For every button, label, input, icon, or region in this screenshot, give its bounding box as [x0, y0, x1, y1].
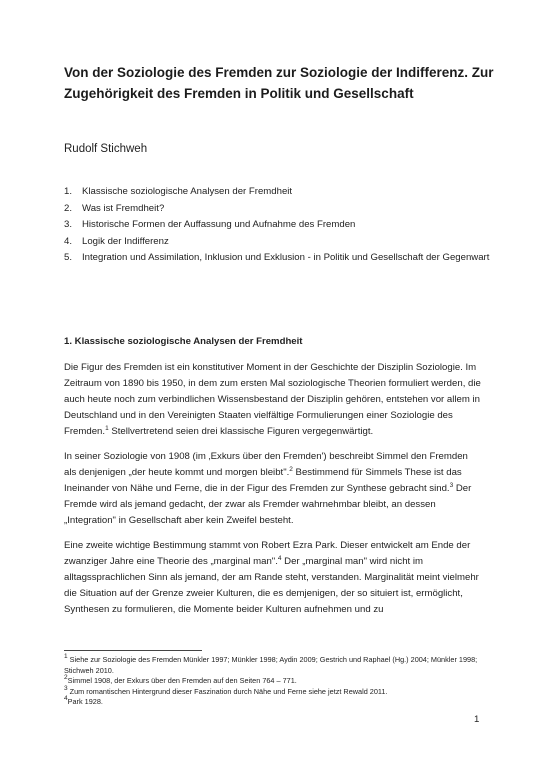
toc-item [64, 217, 494, 232]
toc-item-number: 4. [64, 235, 73, 247]
footnote-divider [64, 650, 202, 651]
toc-item-number: 5. [64, 252, 73, 263]
toc-item-text: Was ist Fremdheit? [82, 202, 165, 214]
paragraph-text: Bestimmend für Simmels These ist das Ineinander von Nähe und Ferne, die in der Figur des Fremden zur Synthese gebracht sind. [64, 467, 462, 494]
page-number: 1 [474, 714, 480, 725]
author-name: Rudolf Stichweh [64, 143, 148, 155]
toc-item-text: Integration und Assimilation, Inklusion und Exklusion - in Politik und Gesellschaft der Gegenwart [82, 252, 490, 263]
footnote-number: 3 [64, 684, 68, 692]
footnote [64, 655, 484, 676]
toc-item [64, 201, 494, 216]
toc-item-text: Logik der Indifferenz [82, 235, 169, 247]
toc-item [64, 184, 494, 199]
paragraph-text: Die Figur des Fremden ist ein konstitutiver Moment in der Geschichte der Disziplin Soziologie. Im Zeitraum von 1890 bis 1950, in dem zum ersten Mal soziologische Theorien formuliert werden, die auch heute noch zum verbindlichen Wissensbestand der Disziplin gehören, entstehen vor allem in Deutschland und in den Vereinigten Staaten vielfältige Formulierungen einer Soziologie des Fremden. [64, 362, 481, 437]
paragraph [64, 449, 482, 529]
footnote-text: Park 1928. [67, 697, 103, 706]
footnote-text: Simmel 1908, der Exkurs über den Fremden auf den Seiten 764 – 771. [67, 676, 297, 685]
footnote-number: 1 [64, 653, 68, 660]
paragraph-text: Der „marginal man" wird nicht im alltagssprachlichen Sinn als jemand, der am Rande steht, verstanden. Marginalität meint vielmehr die Situation auf der Grenze zweier Kulturen, die es demjenigen, der so situiert ist, ermöglicht, Synthesen zu formulieren, die Momente beider Kulturen aufnehmen und zu [64, 556, 479, 615]
toc-item-number: 1. [64, 186, 73, 197]
footnotes [64, 655, 484, 708]
paragraph [64, 360, 482, 440]
toc-item-number: 2. [64, 202, 73, 214]
toc-item [64, 250, 494, 265]
toc-item-text: Klassische soziologische Analysen der Fremdheit [82, 186, 293, 197]
paragraph-text: Stellvertretend seien drei klassische Figuren vergegenwärtigt. [108, 426, 374, 437]
paragraph-text: Der Fremde wird als jemand gedacht, der zwar als Fremder wahrnehmbar bleibt, an dessen „Integration" in Gesellschaft aber kein Zweifel besteht. [64, 483, 472, 526]
paragraph-text: Eine zweite wichtige Bestimmung stammt von Robert Ezra Park. Dieser entwickelt am Ende der zwanziger Jahre eine Theorie des „marginal man". [64, 540, 471, 567]
footnote-ref[interactable]: 4 [277, 555, 282, 562]
footnote-number: 4 [64, 695, 68, 702]
footnote-number: 2 [64, 674, 68, 681]
body-text [64, 360, 482, 627]
footnote-text: Siehe zur Soziologie des Fremden Münkler 1997; Münkler 1998; Aydin 2009; Gestrich und Raphael (Hg.) 2004; Münkler 1998; Stichweh 2010. [64, 655, 478, 675]
section-heading: 1. Klassische soziologische Analysen der Fremdheit [64, 336, 303, 347]
footnote [64, 676, 484, 687]
footnote-text: Zum romantischen Hintergrund dieser Faszination durch Nähe und Ferne siehe jetzt Rewald 2011. [67, 686, 388, 696]
toc-item-text: Historische Formen der Auffassung und Aufnahme des Fremden [82, 219, 356, 230]
toc-item-number: 3. [64, 219, 73, 230]
table-of-contents [64, 184, 494, 267]
footnote-ref[interactable]: 1 [105, 425, 109, 432]
paragraph-text: In seiner Soziologie von 1908 (im ‚Exkurs über den Fremden') beschreibt Simmel den Fremden als denjenigen „der heute kommt und morgen bleibt". [64, 451, 468, 478]
footnote-ref[interactable]: 3 [449, 482, 454, 489]
toc-item [64, 234, 494, 249]
footnote [64, 684, 484, 698]
footnote [64, 697, 484, 708]
paragraph [64, 538, 482, 618]
paper-title: Von der Soziologie des Fremden zur Soziologie der Indifferenz. Zur Zugehörigkeit des Fremden in Politik und Gesellschaft [64, 65, 494, 101]
footnote-ref[interactable]: 2 [289, 466, 293, 473]
